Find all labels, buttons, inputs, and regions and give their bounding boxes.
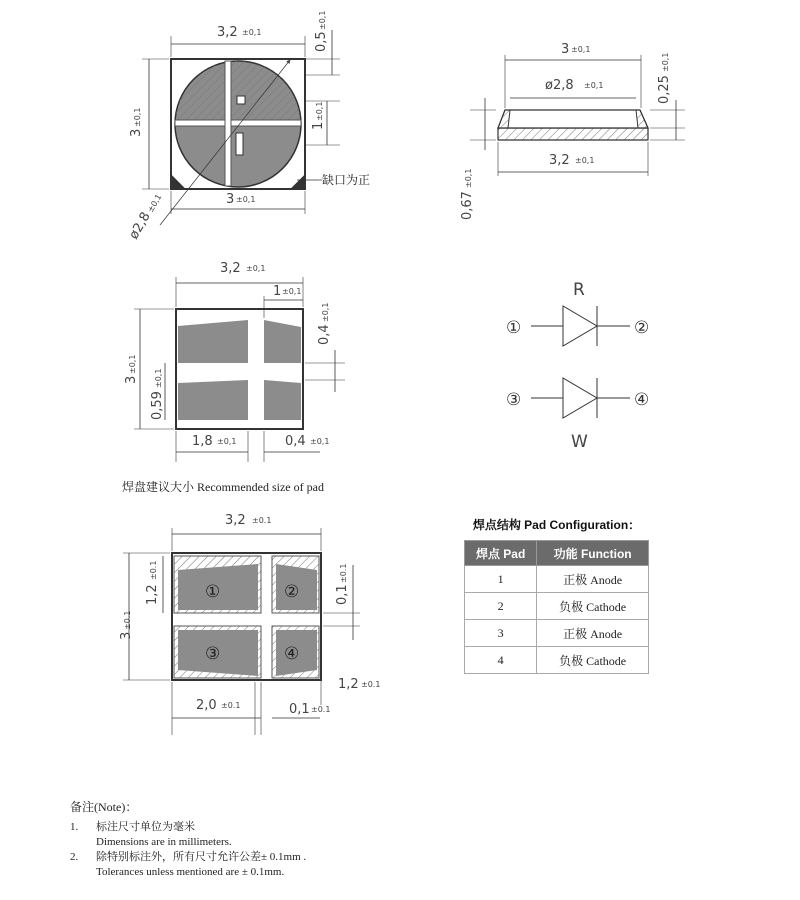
notch-tol: ±0,1 xyxy=(318,10,327,30)
top-height-dim: 3 xyxy=(129,128,144,137)
bv-bigpad-tol: ±0,1 xyxy=(217,437,237,446)
notch-note: 缺口为正 xyxy=(322,173,371,187)
bv-padw-tol: ±0,1 xyxy=(282,287,302,296)
note-item xyxy=(70,850,570,880)
pad-cell: 4 xyxy=(465,647,537,674)
recommended-pad-view xyxy=(123,528,360,735)
bottom-view xyxy=(134,277,345,462)
table-row xyxy=(465,593,649,620)
bv-width-dim: 3,2 xyxy=(220,261,241,276)
rec-pad-3: ③ xyxy=(205,644,221,664)
recommended-pad-title: 焊盘建议大小 Recommended size of pad xyxy=(122,480,324,494)
schematic-label-r: R xyxy=(573,280,585,300)
rec-padw-right-tol: ±0.1 xyxy=(361,680,381,689)
bv-height-tol: ±0,1 xyxy=(128,354,137,374)
diode-w xyxy=(563,378,597,418)
note-en: Dimensions are in millimeters. xyxy=(96,836,232,848)
side-base-width-tol: ±0,1 xyxy=(575,156,595,165)
schematic xyxy=(531,306,630,418)
schematic-label-w: W xyxy=(571,432,588,452)
pad-cell: 2 xyxy=(465,593,537,620)
bv-padw-dim: 1 xyxy=(273,284,282,299)
rec-gapv-tol: ±0.1 xyxy=(339,563,348,583)
side-lens-dim: ø2,8 xyxy=(545,78,574,93)
rec-gapv-dim: 0,1 xyxy=(335,584,350,605)
note-item xyxy=(70,820,570,850)
rec-pad-2: ② xyxy=(284,582,300,602)
rec-padw-right-dim: 1,2 xyxy=(338,677,359,692)
total-height-dim: 0,67 xyxy=(460,191,475,220)
notch-dim: 0,5 xyxy=(314,31,329,52)
side-top-width: 3 xyxy=(561,42,570,57)
notes-title: 备注(Note)： xyxy=(70,800,138,814)
side-top-width-tol: ±0,1 xyxy=(571,45,591,54)
rec-padh-dim: 1,2 xyxy=(145,584,160,605)
lens-offset-dim: 1 xyxy=(311,121,326,130)
note-number: 1. xyxy=(70,821,79,833)
diode-r xyxy=(563,306,597,346)
top-width-dim: 3,2 xyxy=(217,25,238,40)
pad-configuration xyxy=(464,516,649,674)
pad-cell: 1 xyxy=(465,566,537,593)
bottom-width-tol: ±0,1 xyxy=(236,195,256,204)
rec-padw-left-tol: ±0.1 xyxy=(221,701,241,710)
pin-4: ④ xyxy=(634,390,650,410)
function-cell: 正极 Anode xyxy=(537,566,649,593)
lens-offset-tol: ±0,1 xyxy=(315,101,324,121)
notch-mark xyxy=(171,175,185,189)
function-cell: 负极 Cathode xyxy=(537,647,649,674)
note-zh: 标注尺寸单位为毫米 xyxy=(96,821,195,833)
table-row xyxy=(465,566,649,593)
bottom-width-dim: 3 xyxy=(226,192,235,207)
bv-gaph-tol: ±0,1 xyxy=(310,437,330,446)
rec-width-tol: ±0.1 xyxy=(252,516,272,525)
note-number: 2. xyxy=(70,851,79,863)
pad-config-title: 焊点结构 Pad Configuration： xyxy=(472,518,641,532)
bv-height-dim: 3 xyxy=(124,375,139,384)
lens-dia-tol: ±0,1 xyxy=(145,192,164,214)
rec-gaph-tol: ±0.1 xyxy=(311,705,331,714)
table-row xyxy=(465,647,649,674)
lens-height-dim: 0,25 xyxy=(657,75,672,104)
notes xyxy=(70,800,570,880)
pin-1: ① xyxy=(506,318,522,338)
note-en: Tolerances unless mentioned are ± 0.1mm. xyxy=(96,866,285,878)
rec-pad-1: ① xyxy=(205,582,221,602)
side-lens-tol: ±0,1 xyxy=(584,81,604,90)
bv-gapv-tol: ±0,1 xyxy=(321,302,330,322)
rec-height-tol: ±0.1 xyxy=(123,610,132,630)
pin-3: ③ xyxy=(506,390,522,410)
total-height-tol: ±0,1 xyxy=(464,168,473,188)
pad-cell: 3 xyxy=(465,620,537,647)
lens-dia-dim: ø2,8 xyxy=(126,209,154,242)
rec-padh-tol: ±0.1 xyxy=(149,560,158,580)
header-function: 功能 Function xyxy=(537,541,649,566)
pin-2: ② xyxy=(634,318,650,338)
function-cell: 正极 Anode xyxy=(537,620,649,647)
table-header-row xyxy=(465,541,649,566)
bv-bigpad-dim: 1,8 xyxy=(192,434,213,449)
bv-gapv-dim: 0,4 xyxy=(317,324,332,345)
function-cell: 负极 Cathode xyxy=(537,593,649,620)
table-row xyxy=(465,620,649,647)
bv-width-tol: ±0,1 xyxy=(246,264,266,273)
top-height-tol: ±0,1 xyxy=(133,107,142,127)
note-zh: 除特别标注外，所有尺寸允许公差± 0.1mm . xyxy=(96,851,307,863)
rec-padw-left-dim: 2,0 xyxy=(196,698,217,713)
rec-width-dim: 3,2 xyxy=(225,513,246,528)
bv-padh-tol: ±0,1 xyxy=(154,368,163,388)
bv-gaph-dim: 0,4 xyxy=(285,434,306,449)
side-base-width: 3,2 xyxy=(549,153,570,168)
rec-gaph-dim: 0,1 xyxy=(289,702,310,717)
bv-padh-dim: 0,59 xyxy=(150,391,165,420)
header-pad: 焊点 Pad xyxy=(465,541,537,566)
lens-height-tol: ±0,1 xyxy=(661,52,670,72)
top-width-tol: ±0,1 xyxy=(242,28,262,37)
rec-height-dim: 3 xyxy=(119,631,134,640)
pad-config-table xyxy=(464,540,649,674)
rec-pad-4: ④ xyxy=(284,644,300,664)
